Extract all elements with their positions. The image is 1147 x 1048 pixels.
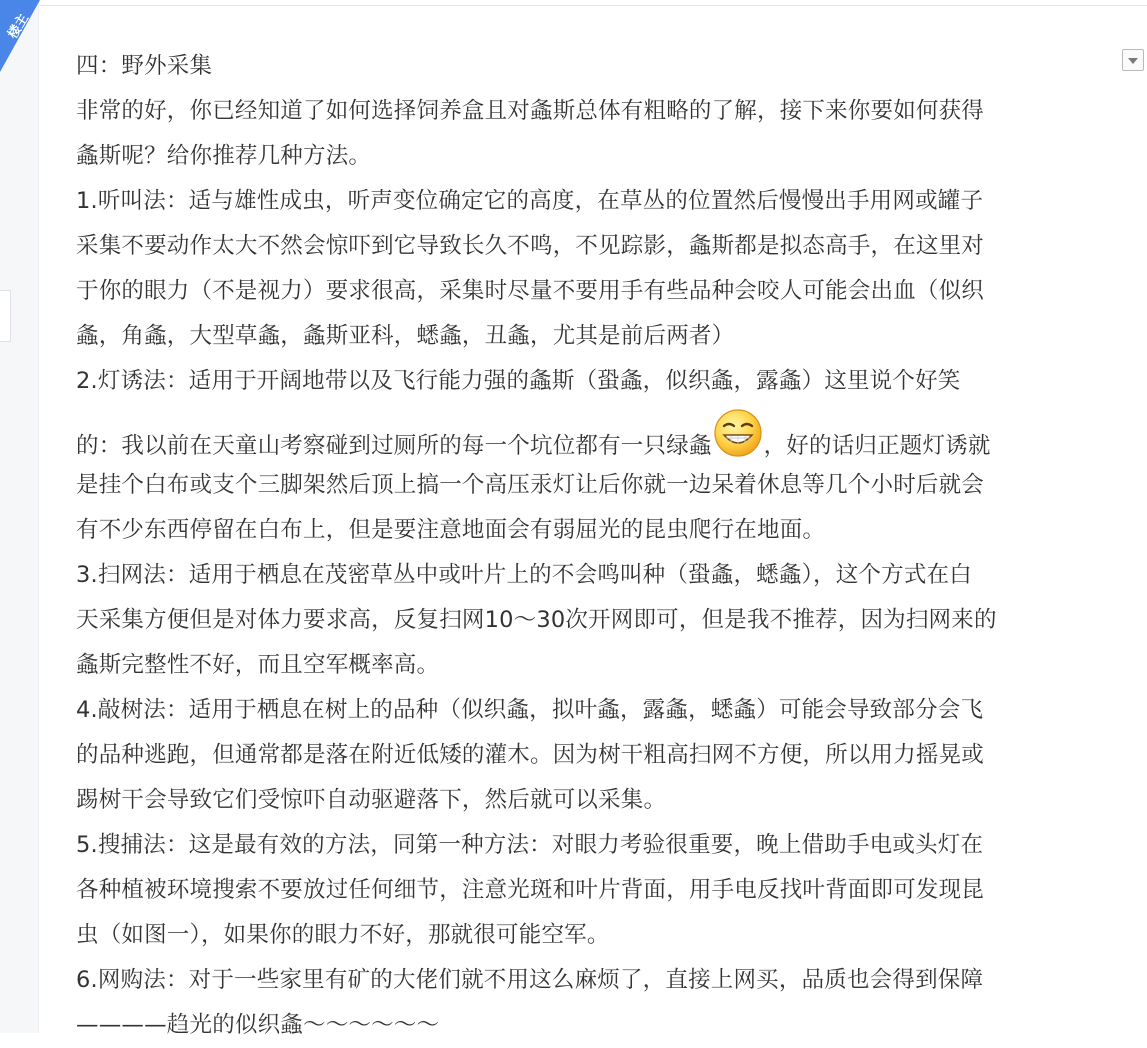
post-line: 虫（如图一），如果你的眼力不好，那就很可能空军。 xyxy=(76,922,610,948)
chevron-down-icon xyxy=(1128,58,1138,64)
post-line-with-emoji xyxy=(76,413,1106,463)
post-options-dropdown[interactable] xyxy=(1122,49,1144,71)
post-line: 各种植被环境搜索不要放过任何细节，注意光斑和叶片背面，用手电反找叶背面即可发现昆 xyxy=(76,877,985,903)
post-line-text: 的：我以前在天童山考察碰到过厕所的每一个坑位都有一只绿螽 xyxy=(76,433,712,459)
op-badge-label: 楼主 xyxy=(5,11,32,42)
post-line: 于你的眼力（不是视力）要求很高，采集时尽量不要用手有些品种会咬人可能会出血（似织 xyxy=(76,278,985,304)
post-line: 1.听叫法：适与雄性成虫，听声变位确定它的高度，在草丛的位置然后慢慢出手用网或罐子 xyxy=(76,188,984,214)
post-line: 有不少东西停留在白布上，但是要注意地面会有弱屈光的昆虫爬行在地面。 xyxy=(76,517,826,543)
post-content xyxy=(76,44,1106,1048)
left-sidebar-strip xyxy=(0,0,39,1033)
post-line: 6.网购法：对于一些家里有矿的大佬们就不用这么麻烦了，直接上网买，品质也会得到保障 xyxy=(76,967,984,993)
grinning-face-emoji-icon xyxy=(712,413,764,461)
post-line: 的品种逃跑，但通常都是落在附近低矮的灌木。因为树干粗高扫网不方便，所以用力摇晃或 xyxy=(76,742,985,768)
post-line: 四：野外采集 xyxy=(76,53,213,79)
post-line: 是挂个白布或支个三脚架然后顶上搞一个高压汞灯让后你就一边呆着休息等几个小时后就会 xyxy=(76,472,985,498)
post-line: 非常的好，你已经知道了如何选择饲养盒且对螽斯总体有粗略的了解，接下来你要如何获得 xyxy=(76,98,985,124)
post-line: 天采集方便但是对体力要求高，反复扫网10～30次开网即可，但是我不推荐，因为扫网来的 xyxy=(76,607,997,633)
post-line: 螽，角螽，大型草螽，螽斯亚科，蟋螽，丑螽，尤其是前后两者） xyxy=(76,323,735,349)
post-line: 踢树干会导致它们受惊吓自动驱避落下，然后就可以采集。 xyxy=(76,787,667,813)
top-divider xyxy=(38,5,1147,6)
post-line: 螽斯呢？给你推荐几种方法。 xyxy=(76,143,372,169)
post-line: ————趋光的似织螽～～～～～～ xyxy=(76,1012,440,1038)
post-line: 5.搜捕法：这是最有效的方法，同第一种方法：对眼力考验很重要，晚上借助手电或头灯在 xyxy=(76,832,984,858)
sidebar-tab-handle[interactable] xyxy=(0,290,11,342)
post-line: 3.扫网法：适用于栖息在茂密草丛中或叶片上的不会鸣叫种（蛩螽，蟋螽），这个方式在白 xyxy=(76,562,972,588)
post-line: 采集不要动作太大不然会惊吓到它导致长久不鸣，不见踪影，螽斯都是拟态高手，在这里对 xyxy=(76,233,985,259)
post-line: 2.灯诱法：适用于开阔地带以及飞行能力强的螽斯（蛩螽，似织螽，露螽）这里说个好笑 xyxy=(76,368,961,394)
post-line: 螽斯完整性不好，而且空军概率高。 xyxy=(76,652,440,678)
post-line: 4.敲树法：适用于栖息在树上的品种（似织螽，拟叶螽，露螽，蟋螽）可能会导致部分会飞 xyxy=(76,697,984,723)
post-line-text: ，好的话归正题灯诱就 xyxy=(763,433,991,459)
